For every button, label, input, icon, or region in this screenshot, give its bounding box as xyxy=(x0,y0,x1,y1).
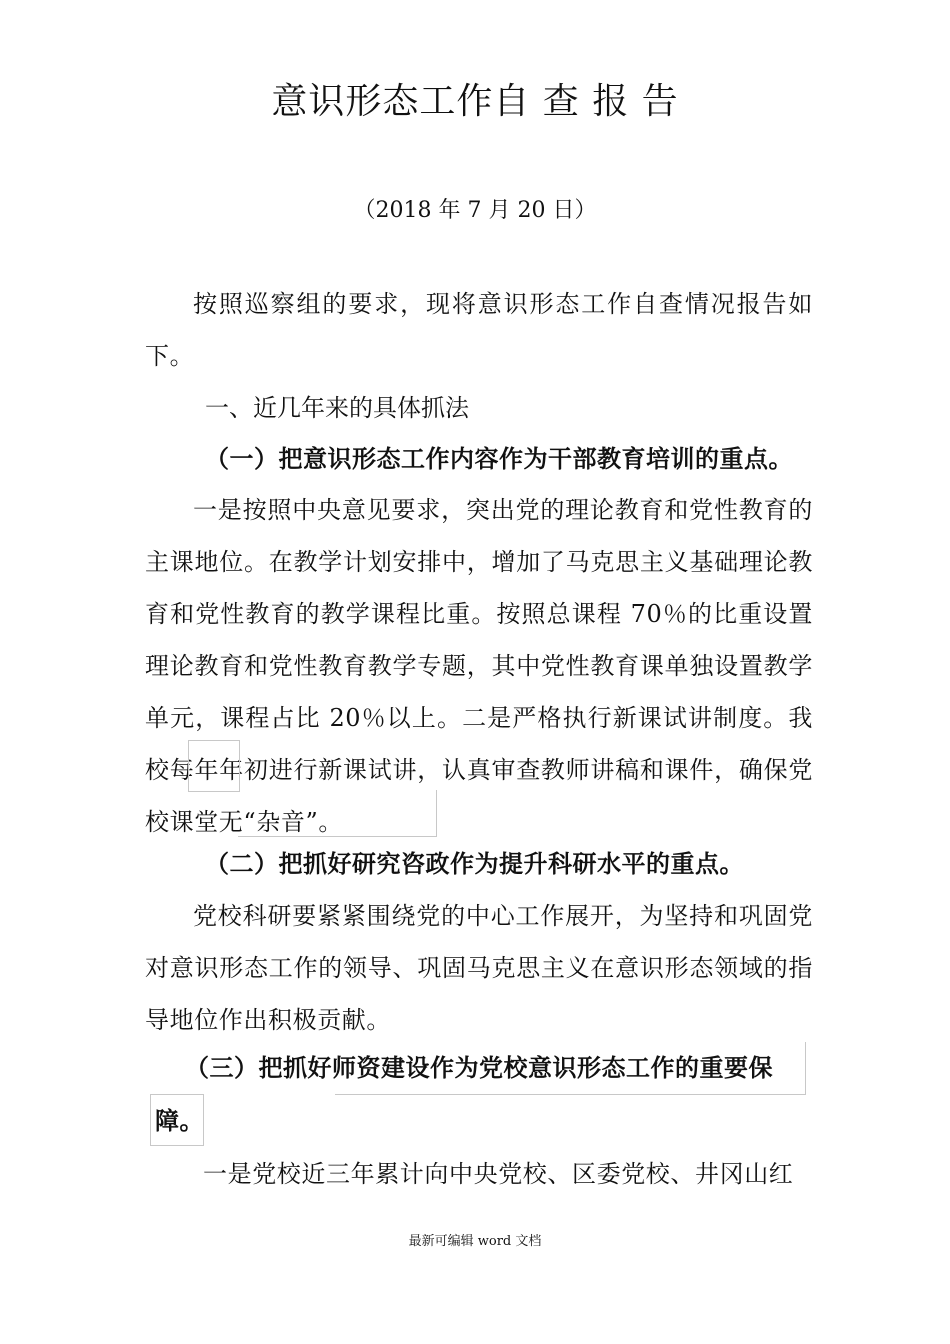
text-box-outline xyxy=(150,1094,204,1146)
text-box-outline xyxy=(188,740,240,792)
subsection-2-body xyxy=(145,890,813,1046)
intro-text: 按照巡察组的要求，现将意识形态工作自查情况报告如下。 xyxy=(145,290,813,370)
subsection-heading-3: （三）把抓好师资建设作为党校意识形态工作的重要保 xyxy=(185,1053,773,1082)
page-title: 意识形态工作自 查 报 告 xyxy=(271,81,679,122)
subsection-3-text: 一是党校近三年累计向中央党校、区委党校、井冈山红 xyxy=(203,1160,794,1188)
subsection-heading-3-cont: 障。 xyxy=(155,1106,204,1135)
page-footer: 最新可编辑 word 文档 xyxy=(408,1234,542,1249)
text-box-outline xyxy=(238,790,437,837)
subsection-2-text: 党校科研要紧紧围绕党的中心工作展开，为坚持和巩固党对意识形态工作的领导、巩固马克思主义在意识形态领域的指导地位作出积极贡献。 xyxy=(145,902,813,1034)
subsection-3-body xyxy=(145,1148,813,1200)
section-heading-1: 一、近几年来的具体抓法 xyxy=(205,394,469,422)
subsection-heading-1: （一）把意识形态工作内容作为干部教育培训的重点。 xyxy=(205,444,793,473)
subsection-heading-2: （二）把抓好研究咨政作为提升科研水平的重点。 xyxy=(205,849,744,878)
text-box-outline xyxy=(335,1042,806,1095)
intro-paragraph xyxy=(145,278,813,382)
report-date: （2018 年 7 月 20 日） xyxy=(353,198,597,223)
subsection-1-text: 一是按照中央意见要求，突出党的理论教育和党性教育的主课地位。在教学计划安排中，增加了马克思主义基础理论教育和党性教育的教学课程比重。按照总课程 70％的比重设置理论教育和党性教育教学专题，其中党性教育课单独设置教学单元，课程占比 20％以上。二是严格执行新课试讲制度。我校每年年初进行新课试讲，认真审查教师讲稿和课件，确保党校课堂无“杂音”。 xyxy=(145,496,813,836)
